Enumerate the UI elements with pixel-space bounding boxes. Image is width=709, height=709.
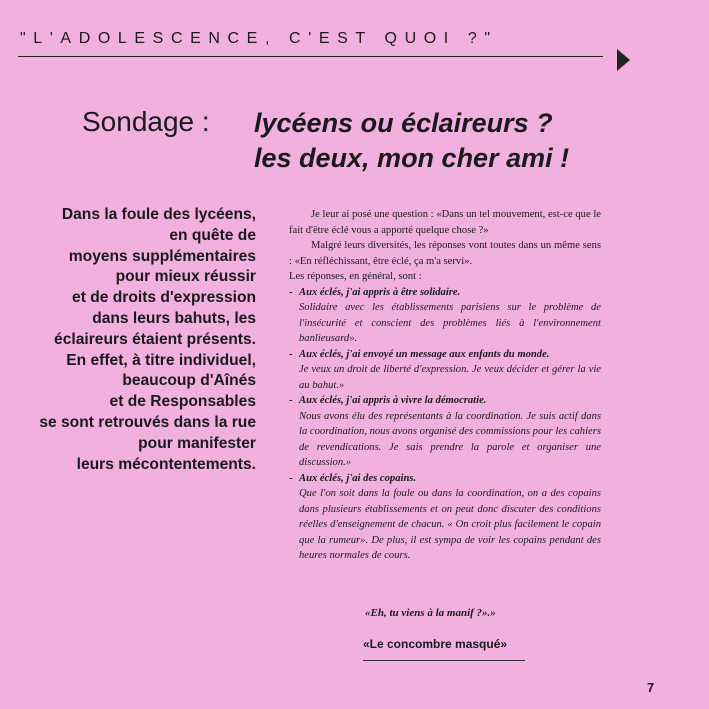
- arrow-marker-icon: [617, 49, 630, 71]
- lead-line: dans leurs bahuts, les: [92, 309, 256, 327]
- signature-rule: [363, 660, 525, 661]
- lead-line: pour mieux réussir: [115, 268, 256, 286]
- response-heading: Aux éclés, j'ai appris à être solidaire.: [299, 286, 461, 298]
- lead-line: beaucoup d'Aînés: [122, 372, 256, 390]
- header-divider: [18, 56, 603, 57]
- lead-paragraph: [18, 205, 256, 475]
- response-heading: Aux éclés, j'ai envoyé un message aux enfants du monde.: [299, 348, 550, 360]
- closing-quote: «Eh, tu viens à la manif ?».»: [365, 607, 496, 619]
- lead-line: en quête de: [169, 226, 256, 244]
- response-text: Solidaire avec les établissements parisiens sur le problème de l'insécurité et conscient des problèmes liés à l'environnement banlieusard».: [299, 302, 601, 344]
- title-line-1: lycéens ou éclaireurs ?: [254, 108, 553, 138]
- author-signature: «Le concombre masqué»: [363, 637, 508, 651]
- response-heading: Aux éclés, j'ai appris à vivre la démocratie.: [299, 395, 487, 406]
- response-item: - Aux éclés, j'ai des copains. Que l'on soit dans la foule ou dans la coordination, on a des copains dans plusieurs établissements et on peut donc discuter des conditions réelles d'enseignement de chacun. « On croit plus facilement le copain que la rumeur». De plus, il est sympa de voir les copains pendant des heures normales de cours.: [289, 471, 601, 564]
- lead-line: Dans la foule des lycéens,: [61, 206, 256, 223]
- response-item: - Aux éclés, j'ai envoyé un message aux enfants du monde. Je veux un droit de liberté d'expression. Je veux décider et gérer la vie au bahut.»: [289, 347, 601, 394]
- response-text: Nous avons élu des représentants à la coordination. Je suis actif dans la coordination, nous avons organisé des commissions pour les cahiers de revendications. Je sais prendre la parole et organiser une discussion.»: [299, 410, 601, 468]
- response-text: Que l'on soit dans la foule ou dans la coordination, on a des copains dans plusieurs établissements et on peut donc discuter des conditions réelles d'enseignement de chacun. « On croit plus facilement le copain que la rumeur». De plus, il est sympa de voir les copains pendant des heures normales de cours.: [299, 488, 601, 561]
- lead-line: moyens supplémentaires: [68, 247, 256, 265]
- response-item: - Aux éclés, j'ai appris à vivre la démocratie. Nous avons élu des représentants à la coordination. Je suis actif dans la coordination, nous avons organisé des commissions pour les cahiers de revendications. Je sais prendre la parole et organiser une discussion.»: [289, 393, 601, 471]
- article-body: [289, 207, 601, 564]
- lead-line: se sont retrouvés dans la rue: [39, 413, 256, 431]
- lead-line: éclaireurs étaient présents.: [54, 330, 256, 348]
- page-number: 7: [647, 680, 655, 695]
- response-item: - Aux éclés, j'ai appris à être solidaire. Solidaire avec les établissements parisiens sur le problème de l'insécurité et conscient des problèmes liés à l'environnement banlieusard».: [289, 285, 601, 347]
- lead-line: et de droits d'expression: [72, 289, 256, 307]
- lead-line: pour manifester: [138, 434, 256, 452]
- body-paragraph: Je leur ai posé une question : «Dans un tel mouvement, est-ce que le fait d'être éclé vous a apporté quelque chose ?»: [289, 209, 601, 236]
- body-paragraph: Malgré leurs diversités, les réponses vont toutes dans un même sens : «En réfléchissant, être éclé, ça m'a servi».: [289, 240, 601, 267]
- running-header: "L'ADOLESCENCE, C'EST QUOI ?": [20, 30, 498, 47]
- article-title: [254, 106, 569, 176]
- response-text: Je veux un droit de liberté d'expression. Je veux décider et gérer la vie au bahut.»: [299, 364, 601, 391]
- response-heading: Aux éclés, j'ai des copains.: [299, 472, 417, 484]
- body-paragraph: Les réponses, en général, sont :: [289, 271, 422, 282]
- title-line-2: les deux, mon cher ami !: [254, 143, 570, 173]
- lead-line: En effet, à titre individuel,: [66, 351, 256, 369]
- lead-line: et de Responsables: [109, 393, 256, 411]
- section-label: Sondage :: [82, 106, 210, 137]
- lead-line: leurs mécontentements.: [76, 455, 256, 473]
